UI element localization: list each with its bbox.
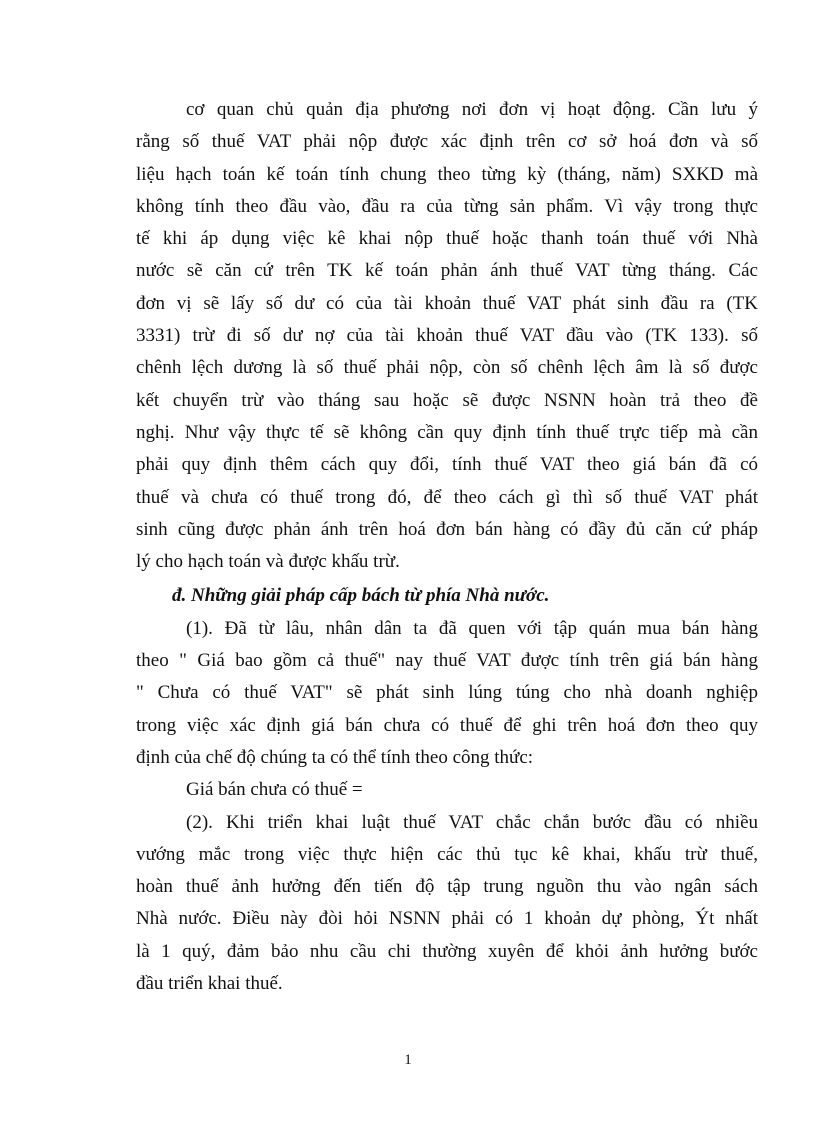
text-line: rằng số thuế VAT phải nộp được xác định trên cơ sở hoá đơn và số [136,131,758,153]
text-line: sinh cũng được phản ánh trên hoá đơn bán hàng có đầy đủ căn cứ pháp [136,518,758,540]
text-line: 3331) trừ đi số dư nợ của tài khoản thuế VAT đầu vào (TK 133). số [136,325,758,347]
text-line: trong việc xác định giá bán chưa có thuế để ghi trên hoá đơn theo quy [136,714,758,736]
section-heading: đ. Những giải pháp cấp bách từ phía Nhà nước. [172,585,550,607]
text-line: Nhà nước. Điều này đòi hỏi NSNN phải có 1 khoản dự phòng, Ýt nhất [136,908,758,930]
text-line: chênh lệch dương là số thuế phải nộp, còn số chênh lệch âm là số được [136,357,758,379]
paragraph-block-1 [136,94,758,578]
text-line: kết chuyển trừ vào tháng sau hoặc sẽ được NSNN hoàn trả theo đề [136,389,758,411]
text-line: thuế và chưa có thuế trong đó, để theo cách gì thì số thuế VAT phát [136,486,758,508]
text-line: tế khi áp dụng việc kê khai nộp thuế hoặc thanh toán thuế với Nhà [136,228,758,250]
text-line: liệu hạch toán kế toán tính chung theo từng kỳ (tháng, năm) SXKD mà [136,163,758,185]
text-line: định của chế độ chúng ta có thể tính theo công thức: [136,746,534,768]
text-line: vướng mắc trong việc thực hiện các thủ tục kê khai, khấu trừ thuế, [136,843,758,865]
text-line: (1). Đã từ lâu, nhân dân ta đã quen với tập quán mua bán hàng [186,617,758,639]
text-line: là 1 quý, đảm bảo nhu cầu chi thường xuyên để khỏi ảnh hưởng bước [136,940,758,962]
text-line: đơn vị sẽ lấy số dư có của tài khoản thuế VAT phát sinh đầu ra (TK [136,292,758,314]
text-line: không tính theo đầu vào, đầu ra của từng sản phẩm. Vì vậy trong thực [136,195,758,217]
text-line: theo " Giá bao gồm cả thuế" nay thuế VAT được tính trên giá bán hàng [136,650,758,672]
text-line: hoàn thuế ảnh hưởng đến tiến độ tập trung nguồn thu vào ngân sách [136,876,758,898]
text-line: (2). Khi triển khai luật thuế VAT chắc chắn bước đầu có nhiều [186,811,758,833]
text-line: " Chưa có thuế VAT" sẽ phát sinh lúng túng cho nhà doanh nghiệp [136,682,758,704]
text-line: nghị. Như vậy thực tế sẽ không cần quy định tính thuế trực tiếp mà cần [136,421,758,443]
page-number: 1 [404,1052,412,1068]
paragraph-block-2 [136,613,758,1001]
text-line: nước sẽ căn cứ trên TK kế toán phản ánh thuế VAT từng tháng. Các [136,260,758,282]
body-text [136,94,758,1000]
text-line: đầu triển khai thuế. [136,973,283,995]
text-line: Giá bán chưa có thuế = [186,779,363,801]
text-line: phải quy định thêm cách quy đổi, tính thuế VAT theo giá bán đã có [136,454,758,476]
text-line: lý cho hạch toán và được khấu trừ. [136,551,400,573]
text-line: cơ quan chủ quản địa phương nơi đơn vị hoạt động. Cần lưu ý [186,99,758,120]
